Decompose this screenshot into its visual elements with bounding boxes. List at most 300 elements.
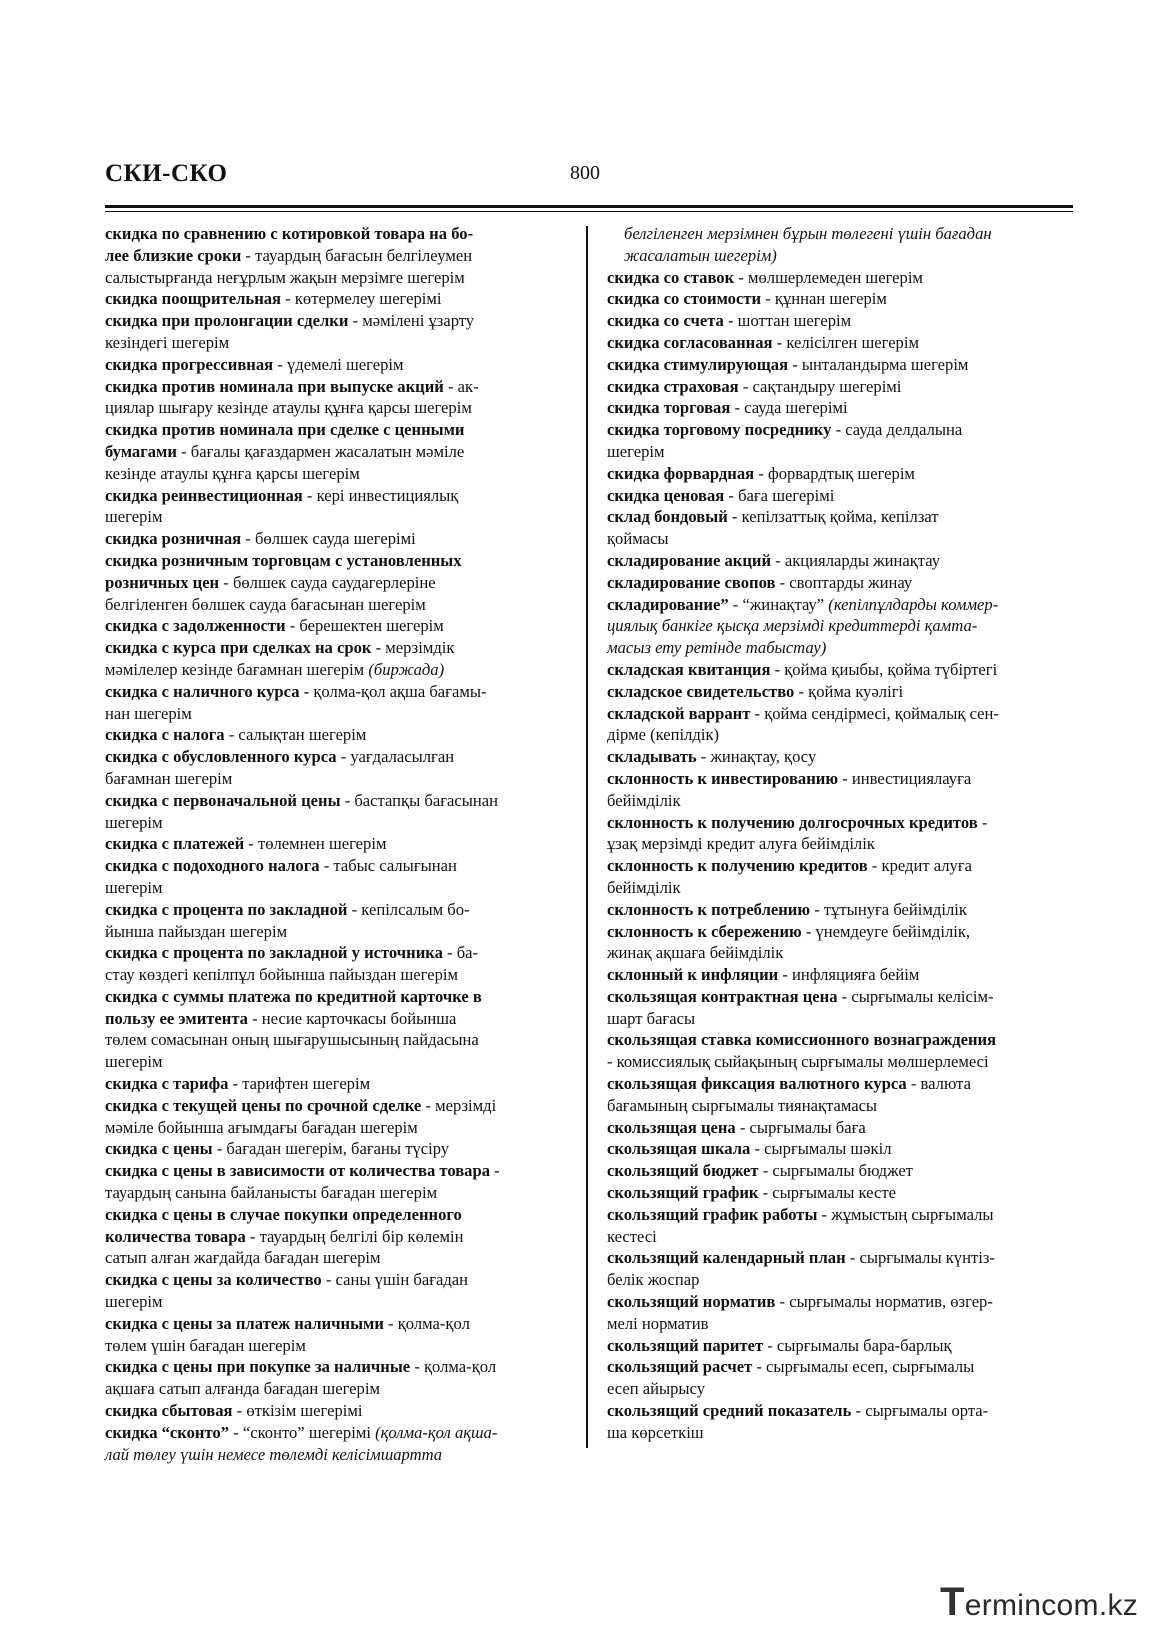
entry-term: скидка розничная: [105, 529, 242, 549]
entry-term: скидка ценовая: [607, 485, 725, 505]
entry-line: [105, 1335, 571, 1357]
entry-line: [105, 267, 571, 289]
entry-term: скидка стимулирующая: [607, 354, 789, 374]
entry-line: [105, 1029, 571, 1051]
entry-term: скользящий график: [607, 1183, 759, 1203]
entry-translation: - своптарды жинау: [775, 572, 913, 592]
entry-line: [105, 1422, 571, 1444]
entry-line: [607, 790, 1075, 812]
entry-term: скидка со стоимости: [607, 289, 762, 309]
entry-term: скидка с налога: [105, 725, 225, 745]
dictionary-entry: [607, 376, 1075, 398]
entry-translation: - бөлшек сауда шегерімі: [241, 529, 416, 549]
entry-translation: - сақтандыру шегерімі: [738, 376, 902, 396]
entry-translation: - қойма қиыбы, қойма түбіртегі: [770, 659, 998, 679]
entry-line: [105, 877, 571, 899]
header-rule-thick: [105, 205, 1073, 208]
entry-term: склад бондовый: [607, 507, 728, 527]
entry-line: [105, 354, 571, 376]
entry-translation: шегерім: [105, 877, 163, 897]
entry-line: [607, 1029, 1075, 1051]
dictionary-entry: [105, 419, 571, 484]
entry-line: [105, 550, 571, 572]
entry-line: [607, 1291, 1075, 1313]
entry-term: скидка с задолженности: [105, 616, 286, 636]
entry-line: [105, 1291, 571, 1313]
entry-line: [607, 1182, 1075, 1204]
entry-line: [105, 986, 571, 1008]
entry-term: скидка с первоначальной цены: [105, 790, 341, 810]
entry-line: [607, 594, 1075, 616]
entry-translation: мелі норматив: [607, 1313, 709, 1333]
entry-line: [607, 419, 1075, 441]
entry-line: [105, 1182, 571, 1204]
entry-line: [607, 1378, 1075, 1400]
dictionary-entry: [607, 964, 1075, 986]
dictionary-entry: [105, 1204, 571, 1269]
entry-translation: жинақ ақшаға бейімділік: [607, 943, 784, 963]
entry-line: [607, 550, 1075, 572]
entry-translation: - сырғымалы норматив, өзгер-: [775, 1292, 993, 1312]
entry-translation: шегерім: [105, 812, 163, 832]
entry-line: [607, 877, 1075, 899]
entry-translation: - сырғымалы орта-: [851, 1401, 989, 1421]
entry-term: скользящий расчет: [607, 1357, 753, 1377]
entry-term: скидка с обусловленного курса: [105, 747, 337, 767]
entry-term: скользящая контрактная цена: [607, 986, 838, 1006]
entry-line: [105, 768, 571, 790]
entry-line: [105, 659, 571, 681]
entry-translation: бағамнан шегерім: [105, 768, 233, 788]
column-divider: [586, 226, 588, 1448]
entry-line: [607, 1313, 1075, 1335]
entry-term: склонность к получению кредитов: [607, 856, 868, 876]
dictionary-entry: [607, 1182, 1075, 1204]
entry-translation: төлем үшін бағадан шегерім: [105, 1335, 306, 1355]
watermark-logo: [940, 1580, 1138, 1625]
entry-translation: - сырғымалы бюджет: [758, 1161, 913, 1181]
entry-translation: - сауда шегерімі: [730, 398, 848, 418]
entry-line: [105, 1117, 571, 1139]
entry-term: скидка со ставок: [607, 267, 735, 287]
entry-term: складирование акций: [607, 550, 772, 570]
entry-translation: - кепілсалым бо-: [347, 899, 470, 919]
entry-translation: -: [977, 812, 988, 832]
entry-translation: белгіленген бөлшек сауда бағасынан шегерім: [105, 594, 426, 614]
entry-line: [105, 1444, 571, 1466]
left-column: [105, 223, 571, 1465]
entry-translation: - сырғымалы шәкіл: [750, 1139, 892, 1159]
entry-line: [607, 1335, 1075, 1357]
entry-translation: йынша пайыздан шегерім: [105, 921, 288, 941]
entry-term: скидка поощрительная: [105, 289, 282, 309]
entry-term: скользящий календарный план: [607, 1248, 846, 1268]
dictionary-entry: [607, 1400, 1075, 1444]
entry-line: [607, 1226, 1075, 1248]
entry-note: (қолма-қол ақша-: [375, 1422, 498, 1442]
dictionary-entry: [105, 1400, 571, 1422]
entry-line: [105, 332, 571, 354]
entry-translation: нан шегерім: [105, 703, 192, 723]
entry-line: [607, 681, 1075, 703]
dictionary-entry: [105, 1160, 571, 1204]
entry-translation: - жұмыстың сырғымалы: [817, 1204, 994, 1224]
dictionary-entry: [607, 1356, 1075, 1400]
entry-term: складывать: [607, 747, 697, 767]
entry-line: [105, 1356, 571, 1378]
header-rule-thin: [105, 211, 1073, 212]
entry-term: лее близкие сроки: [105, 245, 242, 265]
entry-translation: - көтермелеу шегерімі: [281, 289, 442, 309]
entry-line: [607, 746, 1075, 768]
entry-term: скидка с тарифа: [105, 1074, 229, 1094]
dictionary-entry: [607, 332, 1075, 354]
entry-translation: - бағадан шегерім, бағаны түсіру: [212, 1139, 450, 1159]
entry-translation: - жинақтау, қосу: [696, 747, 817, 767]
entry-line: [105, 942, 571, 964]
entry-translation: - тарифтен шегерім: [228, 1074, 371, 1094]
entry-translation: дірме (кепілдік): [607, 725, 720, 745]
entry-term: количества товара: [105, 1226, 246, 1246]
entry-translation: - инвестициялауға: [838, 768, 972, 788]
entry-term: пользу ее эмитента: [105, 1008, 248, 1028]
entry-term: склонный к инфляции: [607, 965, 779, 985]
entry-term: розничных цен: [105, 572, 220, 592]
entry-term: скидка с наличного курса: [105, 681, 300, 701]
entry-line: [105, 1313, 571, 1335]
dictionary-entry: [607, 397, 1075, 419]
dictionary-entry: [607, 354, 1075, 376]
entry-line: [607, 659, 1075, 681]
right-column: [607, 223, 1075, 1444]
entry-note: (биржада): [368, 659, 445, 679]
entry-translation: циялар шығару кезінде атаулы құнға қарсы шегерім: [105, 398, 472, 418]
entry-translation: - сырғымалы есеп, сырғымалы: [752, 1357, 975, 1377]
entry-line: [105, 790, 571, 812]
dictionary-entry: [607, 855, 1075, 899]
entry-line: [105, 812, 571, 834]
entry-term: скользящая фиксация валютного курса: [607, 1074, 907, 1094]
dictionary-entry: [607, 1160, 1075, 1182]
dictionary-entry: [105, 615, 571, 637]
entry-line: [607, 1400, 1075, 1422]
entry-line: [105, 1269, 571, 1291]
entry-term: скидка с процента по закладной: [105, 899, 348, 919]
entry-term: скользящая ставка комиссионного вознаграждения: [607, 1030, 997, 1050]
entry-translation: - өткізім шегерімі: [232, 1401, 363, 1421]
entry-term: скидка с текущей цены по срочной сделке: [105, 1095, 422, 1115]
entry-translation: - қойма куәлігі: [794, 681, 904, 701]
entry-line: [105, 1051, 571, 1073]
dictionary-entry: [607, 288, 1075, 310]
entry-line: [105, 615, 571, 637]
entry-term: скользящая шкала: [607, 1139, 751, 1159]
entry-line: [105, 1204, 571, 1226]
entry-line: [607, 942, 1075, 964]
entry-line: [105, 288, 571, 310]
entry-translation: - қойма сендірмесі, қоймалық сен-: [750, 703, 999, 723]
entry-line: [607, 833, 1075, 855]
entry-translation: салыстырғанда неғұрлым жақын мерзімге шегерім: [105, 267, 465, 287]
entry-line: [607, 1117, 1075, 1139]
entry-term: скидка с платежей: [105, 834, 245, 854]
dictionary-entry: [105, 833, 571, 855]
dictionary-entry: [105, 1356, 571, 1400]
entry-translation: - бағалы қағаздармен жасалатын мәміле: [176, 441, 465, 461]
entry-translation: - кепілзаттық қойма, кепілзат: [727, 507, 939, 527]
entry-translation: - сырғымалы бара-барлық: [763, 1335, 952, 1355]
entry-translation: бейімділік: [607, 877, 681, 897]
entry-translation: - уағдаласылған: [336, 747, 455, 767]
entry-line: [607, 1356, 1075, 1378]
entry-line: [105, 528, 571, 550]
entry-line: [105, 899, 571, 921]
dictionary-entry: [607, 899, 1075, 921]
entry-translation: - табыс салығынан: [319, 856, 457, 876]
entry-term: скользящий средний показатель: [607, 1401, 852, 1421]
dictionary-entry: [607, 703, 1075, 747]
entry-translation: - тауардың белгілі бір көлемін: [245, 1226, 464, 1246]
dictionary-entry: [105, 899, 571, 943]
dictionary-entry: [607, 463, 1075, 485]
entry-line: [607, 899, 1075, 921]
entry-translation: - саны үшін бағадан: [321, 1270, 469, 1290]
entry-translation: - сырғымалы күнтіз-: [845, 1248, 995, 1268]
dictionary-entry: [607, 310, 1075, 332]
entry-term: скидка реинвестиционная: [105, 485, 303, 505]
entry-term: скользящая цена: [607, 1117, 736, 1137]
entry-line: [105, 964, 571, 986]
entry-line: [105, 637, 571, 659]
entry-translation: ақшаға сатып алғанда бағадан шегерім: [105, 1379, 380, 1399]
entry-line: [105, 1378, 571, 1400]
entry-term: скользящий бюджет: [607, 1161, 759, 1181]
entry-note: белгіленген мерзімнен бұрын төлегені үшін бағадан: [624, 224, 992, 243]
entry-line: [607, 964, 1075, 986]
entry-line: [607, 288, 1075, 310]
dictionary-entry: [607, 1029, 1075, 1073]
entry-translation: бағамының сырғымалы тиянақтамасы: [607, 1095, 878, 1115]
entry-line: [607, 1160, 1075, 1182]
entry-line: [105, 746, 571, 768]
entry-translation: - сауда делдалына: [831, 420, 963, 440]
entry-line: [607, 1138, 1075, 1160]
page-number: 800: [570, 162, 600, 184]
dictionary-entry: [607, 485, 1075, 507]
entry-term: скидка розничным торговцам с установленных: [105, 550, 462, 570]
entry-line: [105, 921, 571, 943]
entry-line: [105, 681, 571, 703]
dictionary-entry: [105, 354, 571, 376]
entry-line: [607, 703, 1075, 725]
entry-note: (кепілпұлдарды коммер-: [828, 594, 999, 614]
dictionary-entry: [607, 1073, 1075, 1117]
entry-line: [607, 354, 1075, 376]
entry-translation: ша көрсеткіш: [607, 1422, 704, 1442]
entry-term: склонность к получению долгосрочных кредитов: [607, 812, 978, 832]
entry-line: [105, 419, 571, 441]
entry-translation: - тауардың бағасын белгілеумен: [241, 245, 473, 265]
entry-translation: - мөлшерлемеден шегерім: [734, 267, 923, 287]
entry-line: [105, 572, 571, 594]
entry-line: [607, 615, 1075, 637]
entry-line: [105, 833, 571, 855]
entry-translation: - келісілген шегерім: [772, 332, 919, 352]
entry-translation: есеп айырысу: [607, 1379, 706, 1399]
entry-line: [607, 506, 1075, 528]
entry-line: [624, 223, 1075, 245]
entry-term: скидка при пролонгации сделки: [105, 311, 349, 331]
entry-term: скидка со счета: [607, 311, 724, 331]
entry-line: [105, 310, 571, 332]
entry-translation: - баға шегерімі: [724, 485, 835, 505]
entry-translation: - төлемнен шегерім: [244, 834, 387, 854]
entry-line: [624, 245, 1075, 267]
entry-line: [607, 267, 1075, 289]
entry-translation: - шоттан шегерім: [723, 311, 852, 331]
entry-translation: кезінде атаулы құнға қарсы шегерім: [105, 463, 360, 483]
dictionary-entry: [607, 550, 1075, 572]
entry-line: [105, 376, 571, 398]
entry-term: скользящий паритет: [607, 1335, 764, 1355]
entry-line: [105, 1400, 571, 1422]
dictionary-entry: [105, 1313, 571, 1357]
entry-line: [607, 485, 1075, 507]
entry-line: [607, 463, 1075, 485]
entry-term: скидка с цены за платеж наличными: [105, 1313, 384, 1333]
entry-term: склонность к сбережению: [607, 921, 802, 941]
watermark-initial: T: [940, 1580, 965, 1624]
entry-line: [607, 1422, 1075, 1444]
entry-line: [607, 1073, 1075, 1095]
entry-line: [607, 1051, 1075, 1073]
entry-term: склонность к инвестированию: [607, 768, 838, 788]
entry-translation: - сырғымалы баға: [735, 1117, 866, 1137]
dictionary-entry: [105, 942, 571, 986]
entry-line: [607, 637, 1075, 659]
entry-translation: белік жоспар: [607, 1270, 700, 1290]
entry-line: [607, 572, 1075, 594]
dictionary-entry: [105, 550, 571, 615]
dictionary-entry: [105, 1422, 571, 1466]
entry-term: складская квитанция: [607, 659, 771, 679]
entry-line: [105, 441, 571, 463]
entry-term: скидка с цены в зависимости от количества товара: [105, 1161, 490, 1181]
dictionary-entry: [607, 746, 1075, 768]
entry-term: скидка торговому посреднику: [607, 420, 832, 440]
entry-line: [105, 223, 571, 245]
entry-translation: - үдемелі шегерім: [273, 354, 404, 374]
entry-translation: - кері инвестициялық: [302, 485, 459, 505]
dictionary-entry: [105, 1073, 571, 1095]
entry-line: [105, 1095, 571, 1117]
entry-translation: - құннан шегерім: [761, 289, 887, 309]
dictionary-entry: [607, 594, 1075, 659]
entry-translation: - мерзімді: [421, 1095, 497, 1115]
entry-translation: мәміле бойынша ағымдағы бағадан шегерім: [105, 1117, 418, 1137]
dictionary-entry: [607, 1291, 1075, 1335]
dictionary-entry: [105, 1269, 571, 1313]
entry-line: [105, 485, 571, 507]
dictionary-entry: [105, 855, 571, 899]
entry-translation: - валюта: [906, 1074, 971, 1094]
dictionary-entry: [105, 637, 571, 681]
entry-line: [607, 812, 1075, 834]
dictionary-entry: [607, 419, 1075, 463]
dictionary-entry: [607, 1138, 1075, 1160]
entry-translation: - қолма-қол ақша бағамы-: [299, 681, 487, 701]
entry-line: [607, 724, 1075, 746]
entry-note: жасалатын шегерім): [624, 245, 777, 265]
entry-translation: ұзақ мерзімді кредит алуға бейімділік: [607, 834, 875, 854]
dictionary-entry: [105, 746, 571, 790]
entry-note: масыз ету ретінде табыстау): [607, 638, 827, 658]
entry-translation: кестесі: [607, 1226, 657, 1246]
entry-term: скидка торговая: [607, 398, 731, 418]
entry-translation: - үнемдеуге бейімділік,: [801, 921, 971, 941]
entry-translation: - бөлшек сауда саудагерлеріне: [219, 572, 436, 592]
entry-translation: - форвардтық шегерім: [754, 463, 915, 483]
entry-term: склонность к потреблению: [607, 899, 811, 919]
entry-term: складирование”: [607, 594, 729, 614]
entry-line: [105, 245, 571, 267]
dictionary-entry: [105, 485, 571, 529]
dictionary-entry: [105, 724, 571, 746]
entry-line: [607, 921, 1075, 943]
dictionary-entry: [105, 376, 571, 420]
entry-translation: стау көздегі кепілпұл бойынша пайыздан шегерім: [105, 965, 458, 985]
entry-term: скидка с цены в случае покупки определенного: [105, 1204, 462, 1224]
entry-line: [105, 703, 571, 725]
entry-term: скидка с подоходного налога: [105, 856, 320, 876]
dictionary-entry: [607, 921, 1075, 965]
entry-translation: қоймасы: [607, 529, 669, 549]
dictionary-entry: [105, 528, 571, 550]
entry-translation: - сырғымалы келісім-: [837, 986, 994, 1006]
dictionary-entry: [607, 768, 1075, 812]
entry-translation: - салықтан шегерім: [224, 725, 367, 745]
entry-translation: сатып алған жағдайда бағадан шегерім: [105, 1248, 381, 1268]
dictionary-entry: [105, 1138, 571, 1160]
entry-term: скидка с цены при покупке за наличные: [105, 1357, 411, 1377]
entry-translation: тауардың санына байланысты бағадан шегерім: [105, 1183, 438, 1203]
entry-term: скидка сбытовая: [105, 1401, 233, 1421]
dictionary-entry: [607, 986, 1075, 1030]
entry-line: [607, 441, 1075, 463]
entry-term: скользящий график работы: [607, 1204, 818, 1224]
entry-translation: шегерім: [105, 507, 163, 527]
entry-line: [607, 986, 1075, 1008]
entry-term: скидка с суммы платежа по кредитной карточке в: [105, 986, 482, 1006]
entry-translation: шарт бағасы: [607, 1008, 696, 1028]
entry-term: скидка против номинала при сделке с ценными: [105, 420, 465, 440]
entry-line: [607, 1269, 1075, 1291]
entry-line: [105, 1073, 571, 1095]
entry-translation: - мәмілені ұзарту: [348, 311, 475, 331]
entry-translation: - мерзімдік: [371, 638, 455, 658]
entry-translation: - несие карточкасы бойынша: [247, 1008, 457, 1028]
entry-term: скидка с курса при сделках на срок: [105, 638, 372, 658]
dictionary-entry: [607, 572, 1075, 594]
dictionary-entry: [607, 1117, 1075, 1139]
entry-line: [105, 1247, 571, 1269]
dictionary-entry: [607, 681, 1075, 703]
entry-line: [607, 768, 1075, 790]
entry-translation: - ынталандырма шегерім: [788, 354, 969, 374]
entry-line: [607, 310, 1075, 332]
entry-line: [607, 1247, 1075, 1269]
entry-line: [607, 1008, 1075, 1030]
